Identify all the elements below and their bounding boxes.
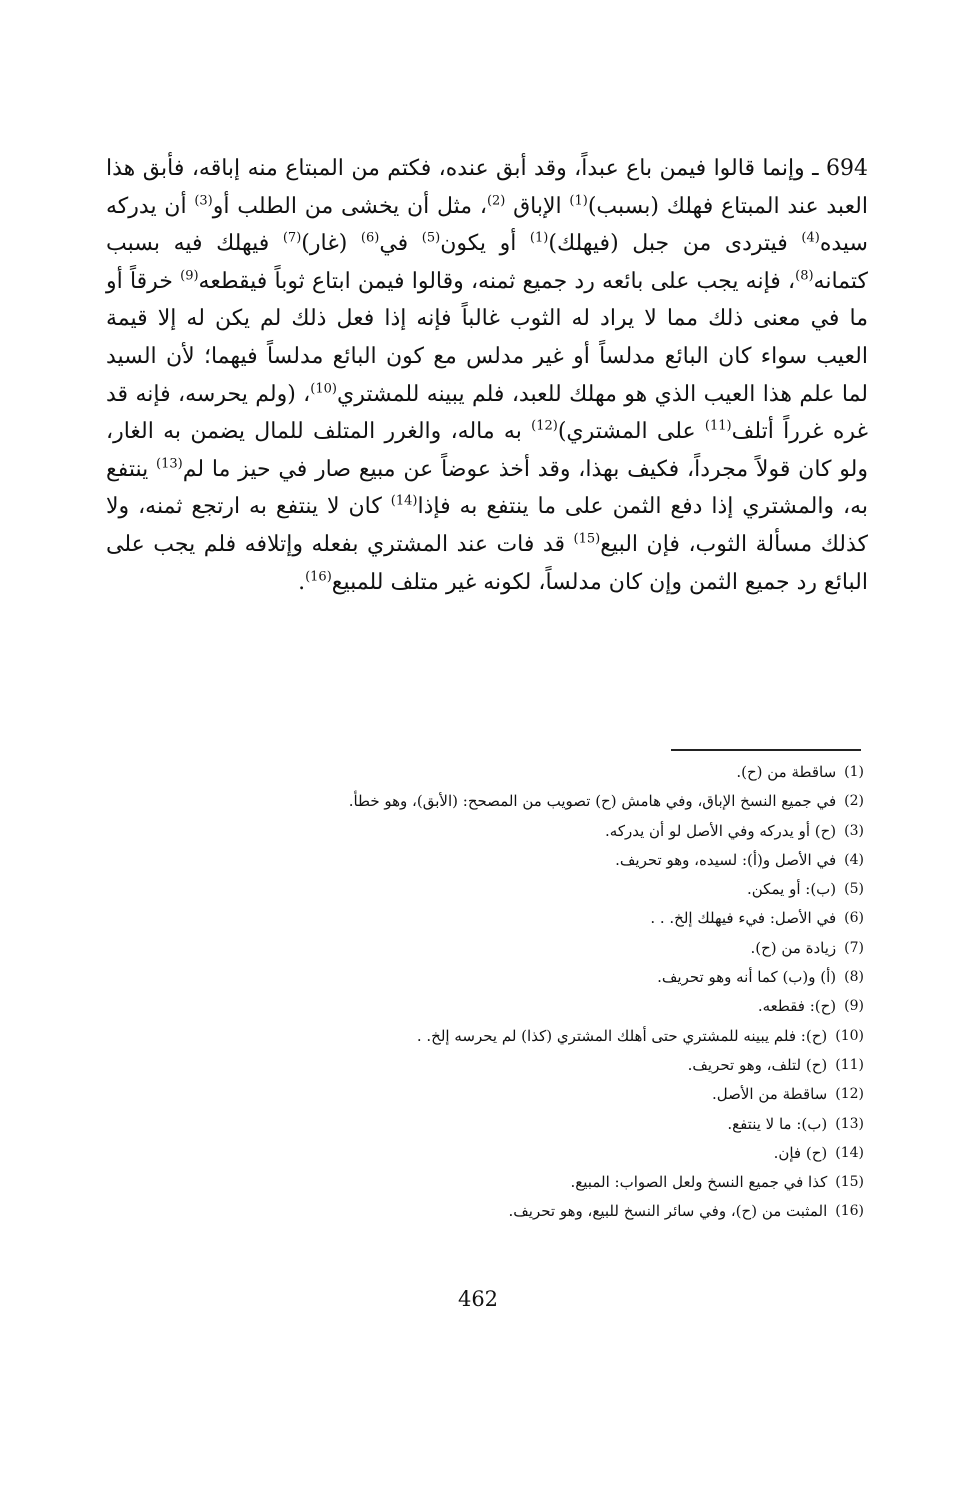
footnote-text: في الأصل و(أ): لسيده، وهو تحريف. xyxy=(615,850,837,869)
text-segment: ، فإنه يجب على بائعه رد جميع ثمنه، وقالوا فيمن ابتاع ثوباً فيقطعه xyxy=(198,268,796,294)
footnote-number: (5) xyxy=(844,881,864,898)
page-number: 462 xyxy=(457,1287,499,1311)
text-segment: قد فات عند المشتري بفعله وإتلافه فلم يجب على البائع رد جميع الثمن وإن كان مدلساً، لكونه غير متلف للمبيع xyxy=(106,531,868,595)
text-segment: فيهلك فيه بسبب كتمانه xyxy=(106,231,868,294)
footnote-text: (ح) أو يدركه وفي الأصل لو أن يدركه. xyxy=(605,821,837,840)
footnote-marker: (5) xyxy=(421,230,441,246)
paragraph-number: 694 xyxy=(826,156,868,181)
footnote-marker: (12) xyxy=(531,418,558,434)
footnote-number: (11) xyxy=(835,1056,864,1073)
footnote-item xyxy=(250,1197,864,1226)
footnote-text: (ح): فلم يبينه للمشتري حتى أهلك المشتري (كذا) لم يحرسه إلخ. . xyxy=(416,1026,828,1045)
footnote-item xyxy=(250,875,864,904)
text-segment: ينتفع به، والمشتري إذا دفع الثمن على ما ينتفع به فإذا xyxy=(106,456,868,520)
text-segment: أن يدركه سيده xyxy=(106,193,868,257)
footnote-item xyxy=(250,1080,864,1109)
footnote-marker: (8) xyxy=(795,268,814,284)
text-segment: (غار) xyxy=(301,231,361,257)
text-segment: الإباق xyxy=(505,193,570,219)
footnote-text: (ب): ما لا ينتفع. xyxy=(727,1114,828,1133)
footnote-number: (9) xyxy=(844,998,864,1015)
footnote-item xyxy=(250,1022,864,1051)
footnote-number: (15) xyxy=(835,1174,864,1191)
footnote-marker: (16) xyxy=(305,569,332,585)
footnote-text: في جميع النسخ الإباق، وفي هامش (ح) تصويب من المصحح: (الأبق)، وهو خطأ. xyxy=(348,792,837,811)
footnote-marker: (2) xyxy=(486,193,506,209)
footnote-marker: (3) xyxy=(194,193,213,209)
footnote-marker: (7) xyxy=(282,230,302,246)
footnote-item xyxy=(250,1168,864,1197)
text-segment: ، (ولم يحرسه، فإنه قد غره غرراً أتلف xyxy=(106,381,869,445)
footnote-text: المثبت من (ح)، وفي سائر النسخ للبيع، وهو تحريف. xyxy=(508,1202,828,1221)
footnote-number: (1) xyxy=(844,764,864,780)
footnote-text: (ب): أو يمكن. xyxy=(747,880,837,899)
text-segment: به ماله، والغرر المتلف للمال يضمن به الغار، ولو كان قولاً مجرداً، فكيف بهذا، وقد أخذ عوضاً عن مبيع صار في حيز ما لم xyxy=(106,419,868,482)
footnote-marker: (11) xyxy=(704,418,732,434)
footnote-number: (13) xyxy=(835,1115,864,1132)
footnote-number: (2) xyxy=(844,793,864,810)
footnote-item xyxy=(250,758,864,787)
footnote-number: (10) xyxy=(835,1027,864,1044)
footnote-item xyxy=(250,787,864,816)
footnote-number: (14) xyxy=(835,1144,864,1161)
text-segment: فيتردى من جبل (فيهلك) xyxy=(548,231,802,257)
text-segment: أو يكون xyxy=(440,231,530,257)
footnote-number: (12) xyxy=(835,1086,864,1103)
text-segment: ـ وإنما قالوا فيمن باع عبداً، وقد أبق عنده، فكتم من المبتاع منه إباقه، فأبق هذا العبد عند المبتاع فهلك (بسبب) xyxy=(106,156,868,219)
footnote-marker: (1) xyxy=(569,193,588,209)
text-segment: ، مثل أن يخشى من الطلب أو xyxy=(212,193,487,219)
footnote-number: (4) xyxy=(844,851,864,868)
footnote-item xyxy=(250,963,864,992)
footnotes-list xyxy=(250,758,864,1227)
main-paragraph xyxy=(106,150,868,601)
footnote-item xyxy=(250,904,864,933)
footnote-marker: (6) xyxy=(360,230,380,246)
footnote-marker: (15) xyxy=(573,531,601,547)
footnote-item xyxy=(250,1051,864,1080)
text-segment: خرقاً أو ما في معنى ذلك مما لا يراد له الثوب غالباً فإنه إذا فعل ذلك لم يكن له إلا قيمة العيب سواء كان البائع مدلساً أو غير مدلس مع كون البائع مدلساً فيهما؛ لأن السيد لما علم هذا العيب الذي هو مهلك للعبد، فلم يبينه للمشتري xyxy=(106,268,868,407)
footnote-item xyxy=(250,992,864,1021)
footnote-text: ساقطة من الأصل. xyxy=(712,1085,828,1104)
text-segment: كان لا ينتفع به ارتجع ثمنه، ولا كذلك مسألة الثوب، فإن البيع xyxy=(106,494,868,557)
footnote-text: (ح): فقطعه. xyxy=(757,997,837,1016)
text-segment: على المشتري) xyxy=(557,419,705,445)
footnote-number: (6) xyxy=(844,910,864,927)
footnote-item xyxy=(250,934,864,963)
footnote-text: (أ) و(ب) كما أنه وهو تحريف. xyxy=(657,968,837,987)
footnote-text: في الأصل: فيء فيهلك إلخ. . . xyxy=(650,909,837,928)
footnote-marker: (10) xyxy=(310,381,337,397)
footnote-marker: (9) xyxy=(180,268,199,284)
footnote-number: (3) xyxy=(844,822,864,839)
footnote-marker: (14) xyxy=(390,494,418,510)
footnote-text: ساقطة من (ح). xyxy=(736,763,837,781)
text-segment: في xyxy=(379,231,422,257)
footnote-divider xyxy=(671,749,861,751)
footnote-marker: (1) xyxy=(529,230,549,246)
footnote-item xyxy=(250,1139,864,1168)
footnote-marker: (13) xyxy=(156,456,183,472)
footnote-item xyxy=(250,846,864,875)
footnote-item xyxy=(250,1110,864,1139)
footnote-number: (8) xyxy=(844,969,864,986)
footnote-text: زيادة من (ح). xyxy=(750,938,837,957)
text-segment: . xyxy=(298,569,306,595)
footnote-number: (16) xyxy=(835,1203,864,1220)
footnote-text: كذا في جميع النسخ ولعل الصواب: المبيع. xyxy=(570,1173,828,1192)
footnote-item xyxy=(250,817,864,846)
footnote-text: (ح) لتلف، وهو تحريف. xyxy=(687,1055,828,1074)
footnote-marker: (4) xyxy=(801,230,820,246)
footnote-text: (ح) فإن. xyxy=(773,1143,828,1162)
footnote-number: (7) xyxy=(844,939,864,956)
